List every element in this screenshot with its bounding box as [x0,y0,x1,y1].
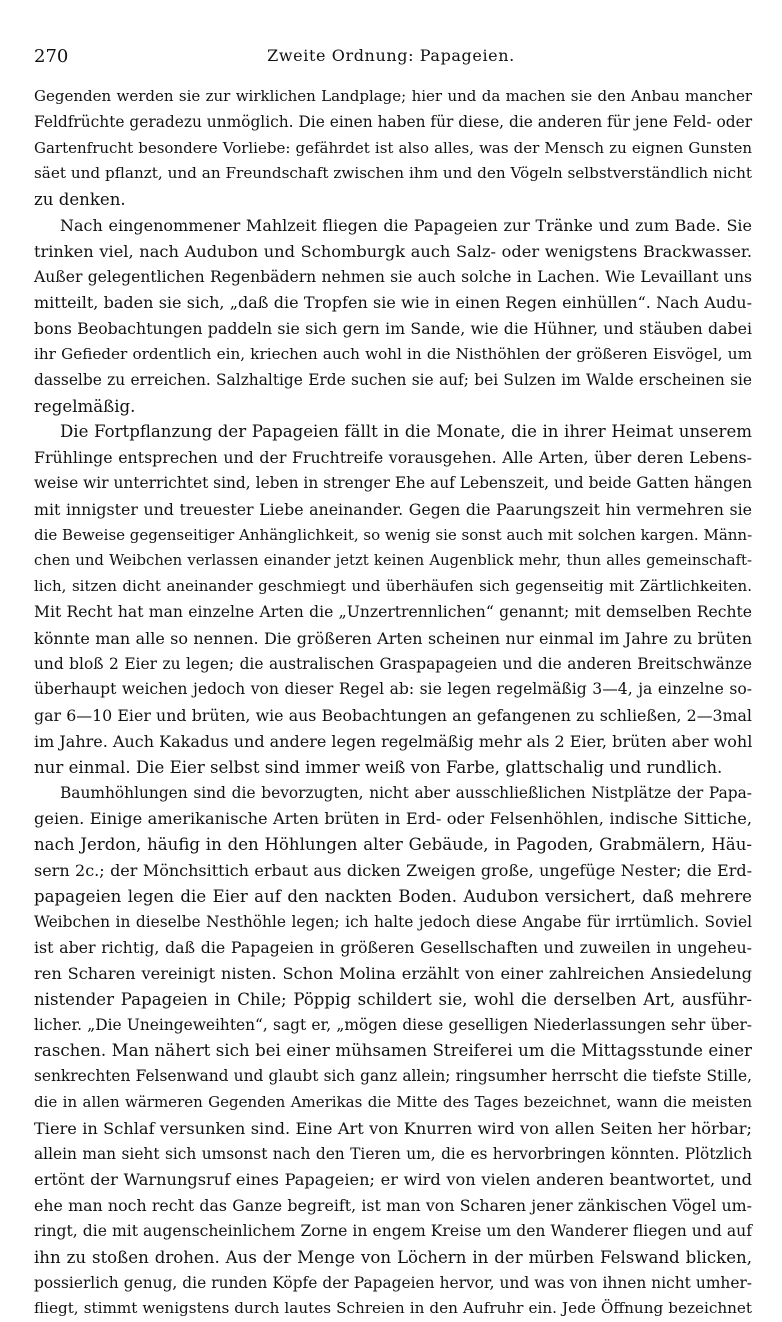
text-line: ihn zu stoßen drohen. Aus der Menge von Löchern in der mürben Felswand blicken, [34,1247,752,1267]
text-line: Baumhöhlungen sind die bevorzugten, nicht aber ausschließlichen Nistplätze der Papa- [60,783,752,802]
text-line: Feldfrüchte geradezu unmöglich. Die einen haben für diese, die anderen für jene Feld- oder [34,112,753,131]
page-number: 270 [34,46,69,67]
page-header [24,46,758,72]
text-line: ertönt der Warnungsruf eines Papageien; er wird von vielen anderen beantwortet, und [34,1170,752,1190]
text-line: raschen. Man nähert sich bei einer mühsamen Streiferei um die Mittagsstunde einer [34,1041,752,1061]
text-line: Gartenfrucht besondere Vorliebe: gefährdet ist also alles, was der Mensch zu eignen Gunsten [34,138,752,157]
text-line: die Beweise gegenseitiger Anhänglichkeit, so wenig sie sonst auch mit solchen kargen. Männ- [34,525,753,544]
running-title: Zweite Ordnung: Papageien. [267,46,515,65]
text-line: possierlich genug, die runden Köpfe der Papageien hervor, und was von ihnen nicht umher- [34,1273,752,1292]
text-line: regelmäßig. [34,396,136,416]
text-line: mit innigster und treuester Liebe aneinander. Gegen die Paarungszeit hin vermehren sie [34,499,752,519]
text-line: Mit Recht hat man einzelne Arten die „Unzertrennlichen“ genannt; mit demselben Rechte [34,602,752,621]
text-line: überhaupt weichen jedoch von dieser Regel ab: sie legen regelmäßig 3—4, ja einzelne so- [34,680,752,699]
text-line: sern 2c.; der Mönchsittich erbaut aus dicken Zweigen große, ungefüge Nester; die Erd- [34,860,752,880]
text-line: Nach eingenommener Mahlzeit fliegen die Papageien zur Tränke und zum Bade. Sie [60,215,752,235]
text-line: Weibchen in dieselbe Nesthöhle legen; ich halte jedoch diese Angabe für irrtümlich. Soviel [34,912,752,931]
text-line: und bloß 2 Eier zu legen; die australischen Graspapageien und die anderen Breitschwänze [34,654,752,673]
text-line: nach Jerdon, häufig in den Höhlungen alter Gebäude, in Pagoden, Grabmälern, Häu- [34,835,752,855]
text-line: Außer gelegentlichen Regenbädern nehmen sie auch solche in Lachen. Wie Levaillant uns [34,267,752,286]
text-line: licher. „Die Uneingeweihten“, sagt er, „mögen diese geselligen Niederlassungen sehr über- [34,1015,752,1034]
text-line: gar 6—10 Eier und brüten, wie aus Beobachtungen an gefangenen zu schließen, 2—3mal [34,706,752,726]
body-text [34,84,752,1322]
text-line: lich, sitzen dicht aneinander geschmiegt und überhäufen sich gegenseitig mit Zärtlichkeiten. [34,577,752,596]
text-line: ehe man noch recht das Ganze begreift, ist man von Scharen jener zänkischen Vögel um- [34,1196,752,1216]
text-line: die in allen wärmeren Gegenden Amerikas die Mitte des Tages bezeichnet, wann die meisten [34,1093,752,1112]
text-line: trinken viel, nach Audubon und Schomburgk auch Salz- oder wenigstens Brackwasser. [34,241,752,261]
text-line: bons Beobachtungen paddeln sie sich gern im Sande, wie die Hühner, und stäuben dabei [34,319,752,339]
text-line: könnte man alle so nennen. Die größeren Arten scheinen nur einmal im Jahre zu brüten [34,628,752,648]
text-line: nur einmal. Die Eier selbst sind immer weiß von Farbe, glattschalig und rundlich. [34,757,723,777]
text-line: ren Scharen vereinigt nisten. Schon Molina erzählt von einer zahlreichen Ansiedelung [34,964,752,984]
text-line: ist aber richtig, daß die Papageien in größeren Gesellschaften und zuweilen in ungeheu- [34,938,752,958]
text-line: senkrechten Felsenwand und glaubt sich ganz allein; ringsumher herrscht die tiefste Stille, [34,1067,752,1086]
text-line: zu denken. [34,190,126,210]
text-line: Gegenden werden sie zur wirklichen Landplage; hier und da machen sie den Anbau mancher [34,87,752,105]
text-line: papageien legen die Eier auf den nackten Boden. Audubon versichert, daß mehrere [34,886,752,906]
text-line: im Jahre. Auch Kakadus und andere legen regelmäßig mehr als 2 Eier, brüten aber wohl [34,731,753,751]
text-line: säet und pflanzt, und an Freundschaft zwischen ihm und den Vögeln selbstverständlich nicht [34,164,752,183]
text-line: fliegt, stimmt wenigstens durch lautes Schreien in den Aufruhr ein. Jede Öffnung bezeichnet [34,1299,752,1318]
text-line: nistender Papageien in Chile; Pöppig schildert sie, wohl die derselben Art, ausführ- [34,989,752,1009]
text-line: geien. Einige amerikanische Arten brüten in Erd- oder Felsenhöhlen, indische Sittiche, [34,809,752,829]
text-line: allein man sieht sich umsonst nach den Tieren um, die es hervorbringen könnten. Plötzlich [34,1144,752,1163]
text-line: ihr Gefieder ordentlich ein, kriechen auch wohl in die Nisthöhlen der größeren Eisvögel, um [34,344,752,363]
text-line: Frühlinge entsprechen und der Fruchtreife vorausgehen. Alle Arten, über deren Lebens- [34,448,752,468]
text-line: Die Fortpflanzung der Papageien fällt in die Monate, die in ihrer Heimat unserem [60,422,752,442]
text-line: mitteilt, baden sie sich, „daß die Tropfen sie wie in einen Regen einhüllen“. Nach Audu- [34,293,752,313]
text-line: ringt, die mit augenscheinlichem Zorne in engem Kreise um den Wanderer fliegen und auf [34,1222,752,1241]
text-line: dasselbe zu erreichen. Salzhaltige Erde suchen sie auf; bei Sulzen im Walde erscheinen sie [34,370,752,389]
text-line: chen und Weibchen verlassen einander jetzt keinen Augenblick mehr, thun alles gemeinschaft- [34,552,752,570]
text-line: Tiere in Schlaf versunken sind. Eine Art von Knurren wird von allen Seiten her hörbar; [34,1118,752,1138]
text-line: weise wir unterrichtet sind, leben in strenger Ehe auf Lebenszeit, und beide Gatten hängen [34,473,752,492]
